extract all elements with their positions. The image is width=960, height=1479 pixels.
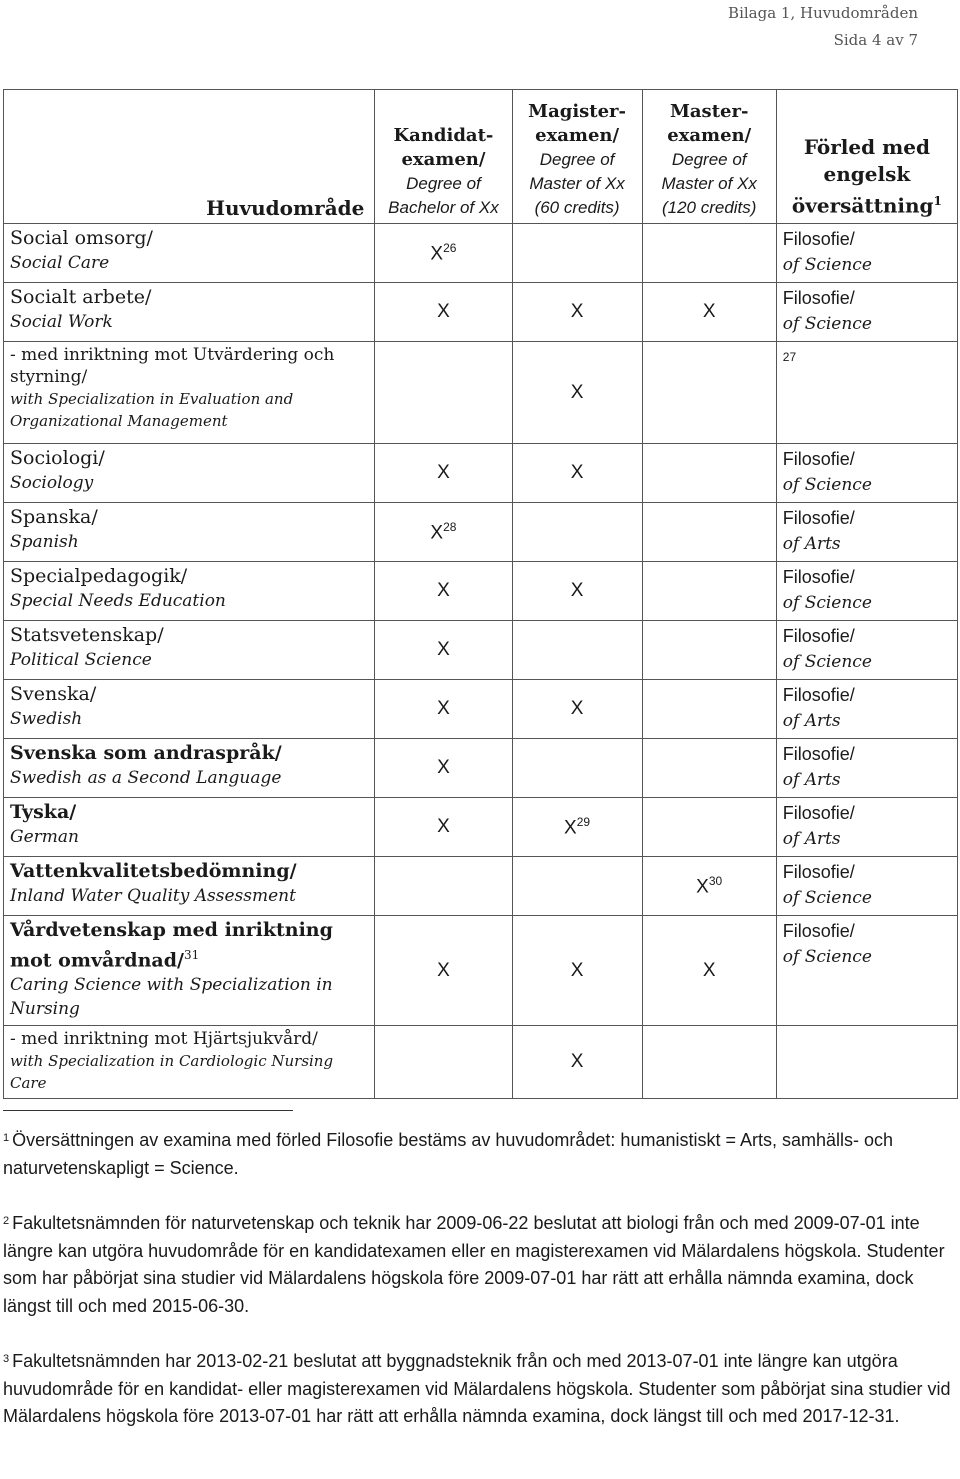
area-cell (4, 444, 375, 503)
kandidat-mark-cell (375, 857, 512, 916)
prefix-sv: Filosofie/ (782, 288, 855, 308)
table-body (4, 224, 958, 1099)
table-row (4, 342, 958, 444)
area-cell (4, 503, 375, 562)
table-row (4, 916, 958, 1026)
area-name-sv (10, 564, 370, 589)
kandidat-mark: X (430, 243, 444, 265)
prefix-sv: Filosofie/ (782, 862, 855, 882)
area-name-sv (10, 226, 370, 251)
area-name-en: Sociology (10, 473, 94, 493)
area-name-sv-text: Sociologi/ (10, 447, 105, 469)
prefix-cell (776, 444, 957, 503)
footnotes (3, 1125, 951, 1457)
area-cell (4, 562, 375, 621)
prefix-footnote: 27 (782, 350, 797, 364)
area-name-sv (10, 505, 370, 530)
page-header (728, 0, 918, 54)
kandidat-mark: X (437, 757, 450, 778)
area-name-sv-text: Vårdvetenskap med inriktning mot omvårdnad/ (10, 919, 333, 972)
column-header-prefix (776, 90, 957, 224)
footnote (3, 1208, 951, 1320)
area-name-sv-text: Spanska/ (10, 506, 98, 528)
mark-footnote: 26 (443, 240, 457, 255)
prefix-sv: Filosofie/ (782, 921, 855, 941)
magister-mark: X (570, 462, 584, 483)
footnote-number: 3 (3, 1353, 10, 1365)
master-mark-cell (642, 680, 776, 739)
prefix-en: of Science (782, 947, 872, 967)
area-name-sv (10, 285, 370, 310)
magister-mark: X (570, 698, 584, 719)
area-name-sv-text: Social omsorg/ (10, 227, 153, 249)
main-areas-table (3, 89, 958, 1099)
master-mark-cell (642, 916, 776, 1026)
footnote-text: Fakultetsnämnden för naturvetenskap och teknik har 2009-06-22 beslutat att biologi från och med 2009-07-01 inte längre kan utgöra huvudområde för en kandidatexamen eller en magisterexamen vid Mälardalens högskola. Studenter som har påbörjat sina studier vid Mälardalens högskola före 2009-07-01 har rätt att erhålla nämnda examina, dock längst till och med 2015-06-30. (3, 1213, 945, 1316)
footnote (3, 1125, 951, 1182)
mark-footnote: 28 (443, 519, 457, 534)
area-name-sv-text: Svenska/ (10, 683, 97, 705)
prefix-sv: Filosofie/ (782, 744, 855, 764)
magister-sv: Magister- examen/ (528, 101, 627, 146)
footnote-number: 1 (3, 1132, 10, 1144)
prefix-en: of Science (782, 314, 872, 334)
master-en: Degree of Master of Xx (120 credits) (661, 150, 757, 217)
table-row (4, 739, 958, 798)
kandidat-mark: X (437, 301, 450, 322)
prefix-cell (776, 916, 957, 1026)
master-mark-cell (642, 224, 776, 283)
prefix-en: of Arts (782, 770, 841, 790)
area-name-en: Special Needs Education (10, 591, 226, 611)
prefix-en: of Arts (782, 829, 841, 849)
area-footnote: 31 (183, 948, 200, 962)
area-name-en: Spanish (10, 532, 79, 552)
area-name-sv (10, 859, 370, 884)
magister-mark: X (570, 580, 584, 601)
area-name-sv-text: - med inriktning mot Hjärtsjukvård/ (10, 1029, 318, 1050)
master-sv: Master- examen/ (667, 101, 752, 146)
footnote-text: Fakultetsnämnden har 2013-02-21 beslutat att byggnadsteknik från och med 2013-07-01 inte längre kan utgöra huvudområde för en kandidat- eller magisterexamen vid Mälardalens högskola. Studenter som påbörjat sina studier vid Mälardalens högskola före 2013-07-01 har rätt att erhålla nämnda examina, dock längst till och med 2017-12-31. (3, 1351, 951, 1426)
magister-mark-cell (512, 224, 642, 283)
area-name-en: Inland Water Quality Assessment (10, 886, 296, 906)
area-name-en: with Specialization in Evaluation and Organizational Management (10, 390, 294, 430)
area-name-sv (10, 682, 370, 707)
prefix-cell (776, 224, 957, 283)
prefix-en: of Arts (782, 711, 841, 731)
page-number: Sida 4 av 7 (833, 31, 918, 49)
magister-mark-cell (512, 503, 642, 562)
table-row (4, 562, 958, 621)
area-name-sv (10, 1028, 370, 1050)
table-row (4, 857, 958, 916)
prefix-cell (776, 857, 957, 916)
area-name-sv-text: Statsvetenskap/ (10, 624, 164, 646)
kandidat-mark: X (430, 522, 444, 544)
mark-footnote: 30 (708, 873, 723, 888)
magister-mark-cell (512, 283, 642, 342)
prefix-cell (776, 342, 957, 444)
area-name-en: Social Care (10, 253, 110, 273)
kandidat-mark-cell (375, 283, 512, 342)
area-name-en: Swedish as a Second Language (10, 768, 282, 788)
prefix-sv: Filosofie/ (782, 229, 855, 249)
footnote (3, 1346, 951, 1431)
master-mark-cell (642, 798, 776, 857)
table-row (4, 224, 958, 283)
prefix-cell (776, 739, 957, 798)
magister-mark-cell (512, 621, 642, 680)
kandidat-sv: Kandidat- examen/ (393, 125, 494, 170)
area-name-sv (10, 623, 370, 648)
prefix-en: of Arts (782, 534, 841, 554)
appendix-label: Bilaga 1, Huvudområden (728, 4, 918, 22)
magister-en: Degree of Master of Xx (60 credits) (529, 150, 625, 217)
kandidat-mark: X (437, 959, 450, 981)
master-mark-cell (642, 444, 776, 503)
master-mark-cell (642, 283, 776, 342)
magister-mark: X (564, 817, 577, 839)
area-name-en: Social Work (10, 312, 113, 332)
master-mark-cell (642, 562, 776, 621)
area-name-sv (10, 446, 370, 471)
area-cell (4, 283, 375, 342)
magister-mark-cell (512, 562, 642, 621)
master-mark-cell (642, 342, 776, 444)
prefix-cell (776, 798, 957, 857)
area-name-sv-text: Specialpedagogik/ (10, 565, 188, 587)
magister-mark-cell (512, 739, 642, 798)
magister-mark-cell (512, 798, 642, 857)
master-mark: X (702, 959, 716, 981)
magister-mark: X (570, 381, 584, 403)
master-mark-cell (642, 621, 776, 680)
area-name-en: German (10, 827, 79, 847)
area-cell (4, 1026, 375, 1099)
kandidat-mark-cell (375, 916, 512, 1026)
magister-mark-cell (512, 1026, 642, 1099)
table-row (4, 798, 958, 857)
prefix-sv: Filosofie/ (782, 449, 855, 469)
kandidat-mark-cell (375, 1026, 512, 1099)
prefix-sv: Filosofie/ (782, 626, 855, 646)
area-name-en: Caring Science with Specialization in Nursing (10, 975, 333, 1020)
prefix-sv: Filosofie/ (782, 685, 855, 705)
magister-mark-cell (512, 680, 642, 739)
prefix-en: of Science (782, 652, 872, 672)
area-name-sv (10, 344, 370, 388)
column-header-area: Huvudområde (4, 90, 375, 224)
prefix-en: of Science (782, 593, 872, 613)
prefix-sv: Filosofie/ (782, 803, 855, 823)
kandidat-mark-cell (375, 621, 512, 680)
area-cell (4, 798, 375, 857)
area-cell (4, 342, 375, 444)
kandidat-mark: X (437, 580, 450, 601)
prefix-en: of Science (782, 888, 872, 908)
area-cell (4, 224, 375, 283)
prefix-en: of Science (782, 255, 872, 275)
magister-mark-cell (512, 916, 642, 1026)
kandidat-mark-cell (375, 503, 512, 562)
magister-mark-cell (512, 444, 642, 503)
column-header-magister (512, 90, 642, 224)
area-cell (4, 621, 375, 680)
kandidat-mark-cell (375, 562, 512, 621)
kandidat-mark-cell (375, 739, 512, 798)
kandidat-mark: X (437, 639, 450, 660)
magister-mark: X (570, 301, 584, 322)
kandidat-mark: X (437, 698, 450, 719)
area-name-en: Swedish (10, 709, 83, 729)
column-header-master (642, 90, 776, 224)
magister-mark: X (570, 959, 584, 981)
prefix-cell (776, 1026, 957, 1099)
prefix-cell (776, 680, 957, 739)
area-cell (4, 916, 375, 1026)
magister-mark-cell (512, 342, 642, 444)
area-name-sv-text: - med inriktning mot Utvärdering och styrning/ (10, 345, 335, 387)
master-mark-cell (642, 503, 776, 562)
prefix-header-text: Förled med engelsk översättning (791, 135, 934, 218)
kandidat-mark-cell (375, 680, 512, 739)
column-header-kandidat (375, 90, 512, 224)
area-name-sv (10, 741, 370, 766)
kandidat-mark-cell (375, 444, 512, 503)
master-mark: X (702, 301, 716, 322)
footnote-separator (3, 1110, 293, 1111)
prefix-cell (776, 283, 957, 342)
area-cell (4, 680, 375, 739)
prefix-en: of Science (782, 475, 872, 495)
area-name-sv-text: Svenska som andraspråk/ (10, 742, 282, 764)
table-row (4, 1026, 958, 1099)
prefix-cell (776, 621, 957, 680)
area-name-sv-text: Vattenkvalitetsbedömning/ (10, 860, 297, 882)
kandidat-mark: X (437, 462, 450, 483)
area-cell (4, 739, 375, 798)
prefix-sv: Filosofie/ (782, 508, 855, 528)
footnote-text: Översättningen av examina med förled Filosofie bestäms av huvudområdet: humanistiskt = Arts, samhälls- och naturvetenskapligt = Science. (3, 1130, 894, 1178)
table-header-row (4, 90, 958, 224)
kandidat-mark-cell (375, 224, 512, 283)
master-mark-cell (642, 1026, 776, 1099)
magister-mark-cell (512, 857, 642, 916)
area-name-en: Political Science (10, 650, 152, 670)
kandidat-mark-cell (375, 342, 512, 444)
prefix-cell (776, 503, 957, 562)
area-cell (4, 857, 375, 916)
table-row (4, 283, 958, 342)
prefix-header-footnote: 1 (933, 194, 942, 209)
table-row (4, 444, 958, 503)
prefix-sv: Filosofie/ (782, 567, 855, 587)
kandidat-en: Degree of Bachelor of Xx (388, 174, 499, 217)
area-name-sv-text: Tyska/ (10, 801, 77, 823)
mark-footnote: 29 (576, 814, 591, 829)
kandidat-mark: X (437, 816, 450, 837)
table-row (4, 680, 958, 739)
master-mark: X (696, 876, 709, 898)
table-row (4, 503, 958, 562)
kandidat-mark-cell (375, 798, 512, 857)
master-mark-cell (642, 739, 776, 798)
area-name-sv (10, 918, 370, 973)
table-row (4, 621, 958, 680)
magister-mark: X (570, 1051, 584, 1073)
area-name-sv (10, 800, 370, 825)
area-name-sv-text: Socialt arbete/ (10, 286, 152, 308)
footnote-number: 2 (3, 1215, 10, 1227)
area-name-en: with Specialization in Cardiologic Nursing Care (10, 1052, 334, 1093)
master-mark-cell (642, 857, 776, 916)
prefix-cell (776, 562, 957, 621)
